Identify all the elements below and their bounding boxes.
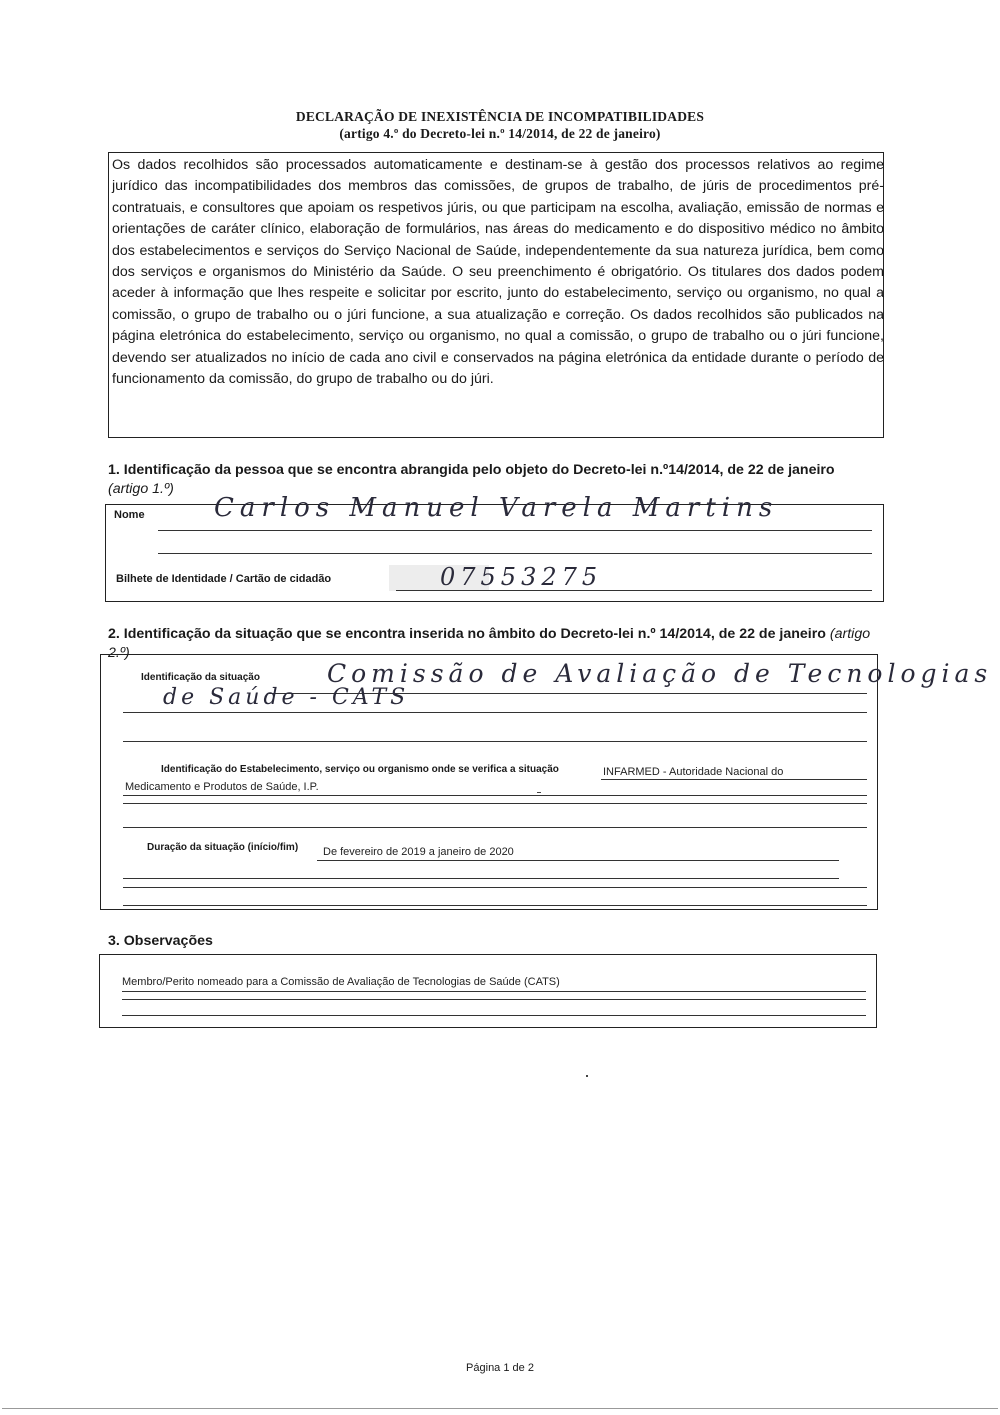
establishment-underline-1 [601, 779, 867, 780]
id-underline [396, 590, 872, 591]
name-underline-2 [158, 553, 872, 554]
section-3-box [99, 954, 877, 1028]
duration-underline-4 [123, 905, 867, 906]
situation-underline-3 [123, 741, 867, 742]
duration-field[interactable]: De fevereiro de 2019 a janeiro de 2020 [323, 846, 514, 858]
section-1-heading-text: 1. Identificação da pessoa que se encontra abrangida pelo objeto do Decreto-lei n.º14/2014, de 22 de janeiro [108, 462, 835, 478]
scan-speck [586, 1075, 588, 1077]
situation-label: Identificação da situação [141, 672, 260, 683]
name-underline [158, 530, 872, 531]
section-2-heading-article: (artigo 2.º) [108, 626, 871, 661]
id-label: Bilhete de Identidade / Cartão de cidadão [116, 573, 332, 585]
subtitle-line: (artigo 4.º do Decreto-lei n.º 14/2014, de 22 de janeiro) [339, 126, 661, 141]
name-field[interactable]: Carlos Manuel Varela Martins [214, 493, 779, 523]
scan-edge [2, 1408, 998, 1409]
section-1-heading-article: (artigo 1.º) [108, 481, 174, 497]
section-3-heading-text: 3. Observações [108, 933, 213, 949]
section-2-heading-text: 2. Identificação da situação que se encontra inserida no âmbito do Decreto-lei n.º 14/2014, de 22 de janeiro [108, 626, 826, 642]
observations-underline-3 [122, 1015, 866, 1016]
establishment-label: Identificação do Estabelecimento, serviço ou organismo onde se verifica a situação [161, 764, 559, 775]
privacy-notice-box [108, 152, 884, 438]
situation-field-line-1[interactable]: Comissão de Avaliação de Tecnologias [327, 659, 993, 688]
situation-field-line-2[interactable]: de Saúde - CATS [163, 685, 410, 710]
duration-label: Duração da situação (início/fim) [147, 842, 299, 853]
establishment-field-line-1[interactable]: INFARMED - Autoridade Nacional do [603, 766, 784, 778]
page-number: Página 1 de 2 [466, 1362, 534, 1374]
duration-underline-3 [123, 887, 867, 888]
id-number-field[interactable]: 07553275 [440, 563, 603, 591]
establishment-underline-3 [123, 803, 867, 804]
observations-field[interactable]: Membro/Perito nomeado para a Comissão de Avaliação de Tecnologias de Saúde (CATS) [122, 976, 560, 988]
document-title [0, 108, 1000, 142]
name-label: Nome [114, 509, 145, 521]
observations-underline-2 [122, 999, 866, 1000]
duration-underline-2 [123, 878, 839, 879]
establishment-underline-4 [123, 827, 867, 828]
privacy-notice-text: Os dados recolhidos são processados automaticamente e destinam-se à gestão dos processos relativos ao regime jurídico das incompatibilidades dos membros das comissões, de grupos de trabalho, de júris de procedimentos pré-contratuais, e consultores que apoiam os respetivos júris, ou que participam na escolha, avaliação, emissão de normas e orientações de caráter clínico, elaboração de formulários, nas áreas do medicamento e do dispositivo médico no âmbito dos estabelecimentos e serviços do Serviço Nacional de Saúde, independentemente da sua natureza jurídica, bem como dos serviços e organismos do Ministério da Saúde. O seu preenchimento é obrigatório. Os titulares dos dados podem aceder à informação que lhes respeite e solicitar por escrito, junto do estabelecimento, serviço ou organismo, no qual a comissão, o grupo de trabalho ou o júri funcione, a sua atualização e correção. Os dados recolhidos são publicados na página eletrónica do estabelecimento, serviço ou organismo, no qual a comissão, o grupo de trabalho ou o júri funcione, devendo ser atualizados no início de cada ano civil e conservados na página eletrónica da entidade durante o período de funcionamento da comissão, do grupo de trabalho ou do júri. [112, 157, 884, 388]
section-3-heading [108, 932, 888, 951]
observations-underline-1 [122, 991, 866, 992]
duration-underline-1 [317, 860, 839, 861]
section-1-box [105, 493, 884, 602]
section-2-box [100, 654, 993, 910]
establishment-field-line-2[interactable]: Medicamento e Produtos de Saúde, I.P. [125, 781, 319, 793]
establishment-underline-2 [123, 795, 867, 796]
scan-speck-2 [537, 792, 541, 793]
situation-underline-2 [123, 712, 867, 713]
title-line: DECLARAÇÃO DE INEXISTÊNCIA DE INCOMPATIBILIDADES [295, 109, 705, 124]
